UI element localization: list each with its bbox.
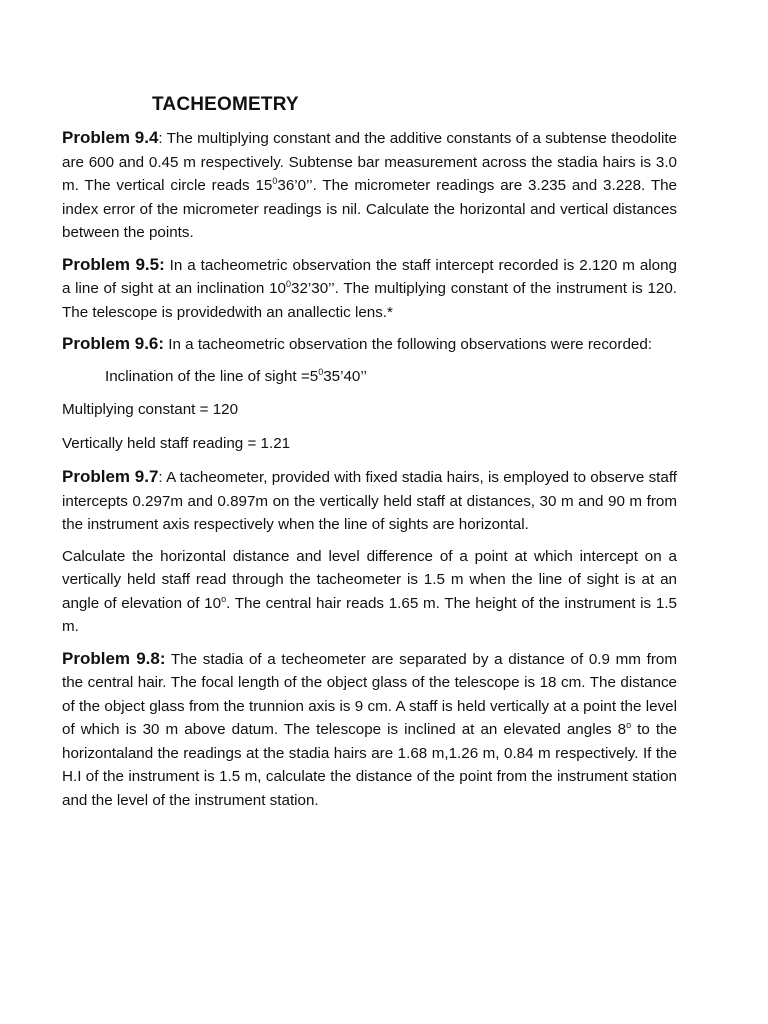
degree-superscript: 0 <box>272 175 278 186</box>
problem-text: In a tacheometric observation the staff intercept recorded is 2.120 m along a line of sight at an inclination 10 <box>62 256 677 297</box>
problem-text-continued: 32’30’’. The multiplying constant of the instrument is 120. The telescope is providedwith an anallectic lens.* <box>62 280 677 321</box>
problem-label: Problem 9.8: <box>62 648 166 668</box>
problem-label-colon: : <box>158 469 163 486</box>
document-page <box>62 94 677 820</box>
problem-9-7 <box>62 465 677 537</box>
problem-9-6 <box>62 332 677 357</box>
observation-multiplying-constant: Multiplying constant = 120 <box>62 401 239 418</box>
problem-label: Problem 9.4 <box>62 128 159 147</box>
page-title: TACHEOMETRY <box>152 94 299 115</box>
problem-label: Problem 9.5: <box>62 254 165 274</box>
problem-text-continued: . The central hair reads 1.65 m. The height of the instrument is 1.5 m. <box>62 594 677 635</box>
observation-inclination <box>62 365 677 389</box>
problem-text: Calculate the horizontal distance and level difference of a point at which intercept on a vertically held staff read through the tacheometer is 1.5 m when the line of sight is at an angle of elevation of 10 <box>62 547 677 612</box>
observation-text: Inclination of the line of sight =5 <box>105 367 319 385</box>
degree-superscript: o <box>221 593 227 604</box>
problem-text: In a tacheometric observation the following observations were recorded: <box>164 336 652 353</box>
problem-9-7-part-2 <box>62 545 677 639</box>
problem-9-5 <box>62 253 677 325</box>
problem-text: The multiplying constant and the additive constants of a subtense theodolite are 600 and 0.45 m respectively. Subtense bar measurement across the stadia hairs is 3.0 m. The vertical circle reads 15 <box>62 130 677 194</box>
problem-text-continued: 36’0’’. The micrometer readings are 3.235 and 3.228. The index error of the micrometer readings is nil. Calculate the horizontal and vertical distances between the points. <box>62 177 677 241</box>
degree-superscript: 0 <box>318 366 324 377</box>
problem-label: Problem 9.7 <box>62 467 159 486</box>
problem-label: Problem 9.6: <box>62 334 165 353</box>
problem-label-colon: : <box>158 130 163 147</box>
problem-9-4 <box>62 126 677 245</box>
problem-text: A tacheometer, provided with fixed stadia hairs, is employed to observe staff intercepts 0.297m and 0.897m on the vertically held staff at distances, 30 m and 90 m from the instrument axis respectively when the line of sights are horizontal. <box>62 469 677 533</box>
observation-staff-reading: Vertically held staff reading = 1.21 <box>62 434 291 452</box>
degree-superscript: o <box>626 719 632 730</box>
problem-text: The stadia of a techeometer are separated by a distance of 0.9 mm from the central hair. The focal length of the object glass of the telescope is 18 cm. The distance of the object glass from the trunnion axis is 9 cm. A staff is held vertically at a point the level of which is 30 m above datum. The telescope is inclined at an elevated angles 8 <box>62 650 677 738</box>
problem-text-continued: to the horizontaland the readings at the stadia hairs are 1.68 m,1.26 m, 0.84 m respectively. If the H.I of the instrument is 1.5 m, calculate the distance of the point from the instrument station and the level of the instrument station. <box>62 721 678 809</box>
degree-superscript: 0 <box>285 278 291 289</box>
observation-text-continued: 35’40’’ <box>323 367 367 385</box>
problem-9-8 <box>62 647 677 813</box>
